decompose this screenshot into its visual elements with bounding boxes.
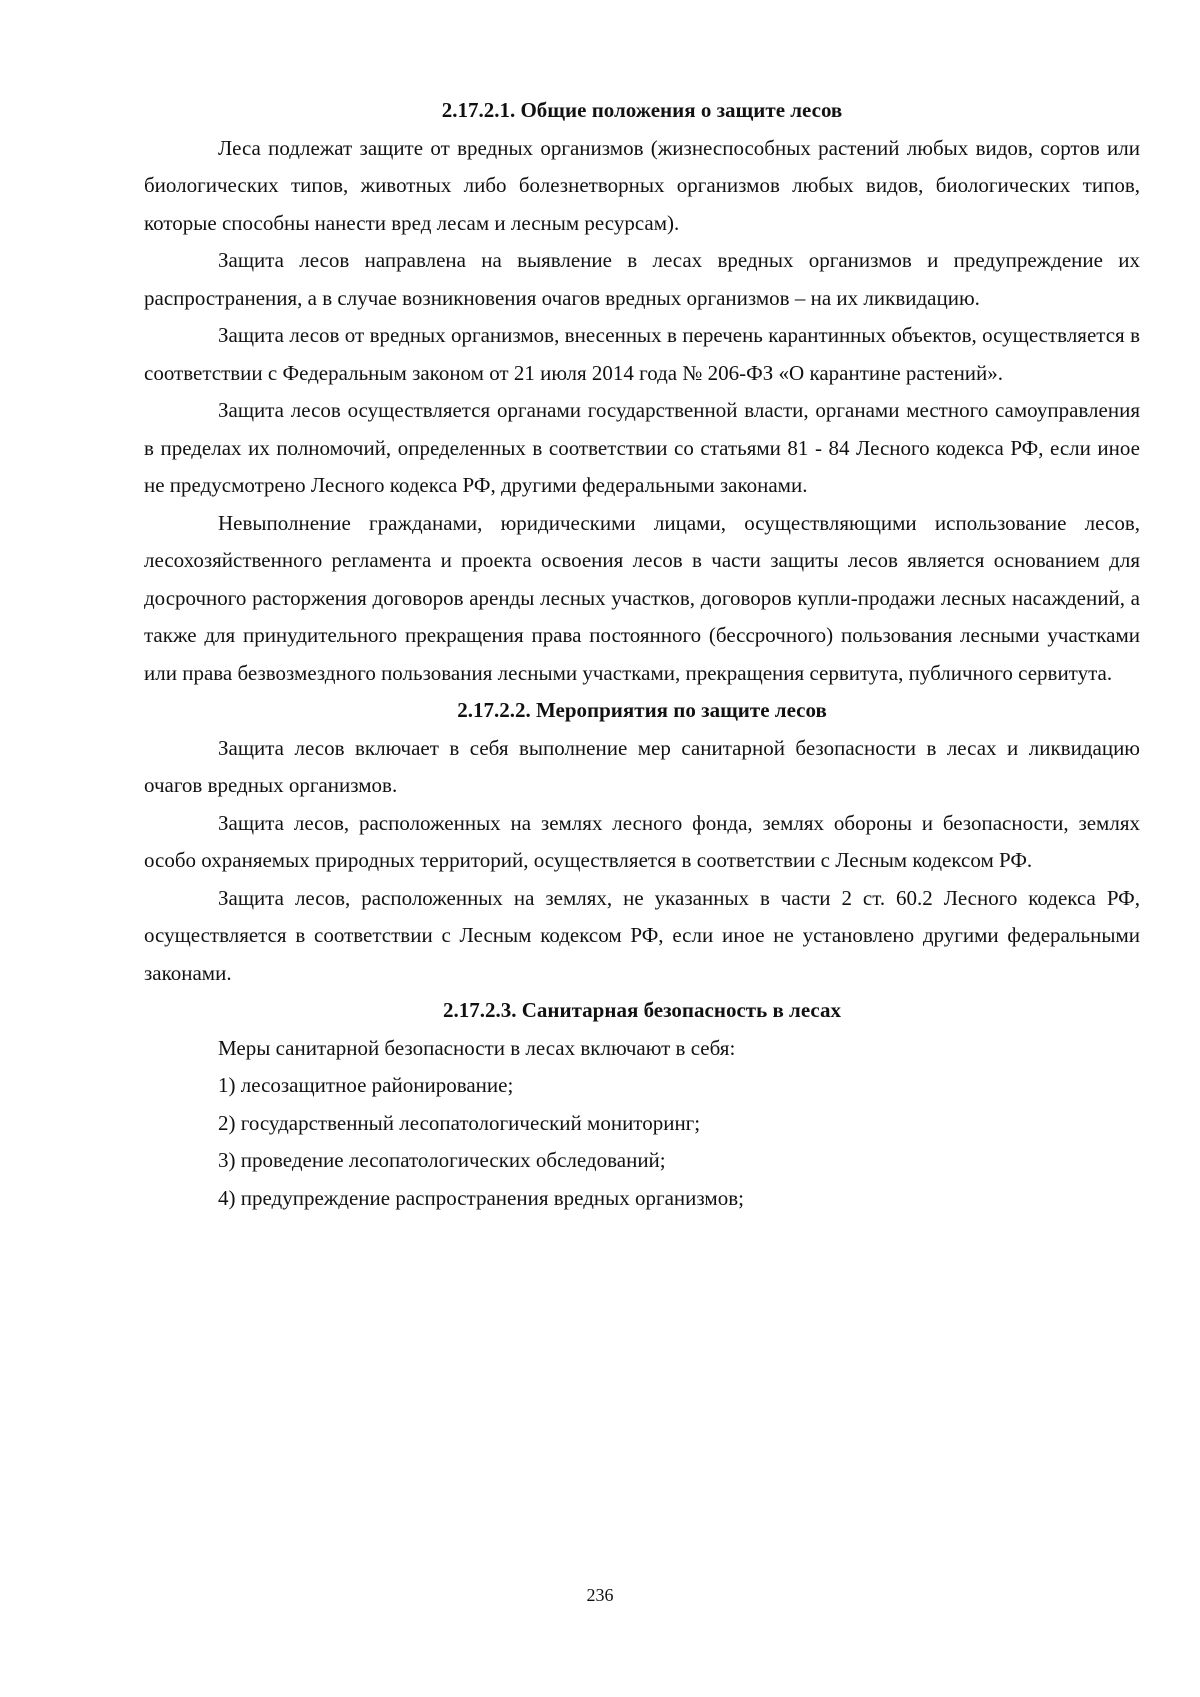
paragraph: Защита лесов осуществляется органами государственной власти, органами местного самоуправления в пределах их полномочий, определенных в соответствии со статьями 81 - 84 Лесного кодекса РФ, если иное не предусмотрено Лесного кодекса РФ, другими федеральными законами. xyxy=(144,398,1140,497)
paragraph: Защита лесов, расположенных на землях, не указанных в части 2 ст. 60.2 Лесного кодекса РФ, осуществляется в соответствии с Лесным кодексом РФ, если иное не установлено другими федеральными законами. xyxy=(144,885,1140,985)
document-page xyxy=(144,92,1140,1217)
paragraph: Меры санитарной безопасности в лесах включают в себя: xyxy=(218,1035,736,1060)
section-heading-sanitary-safety: 2.17.2.3. Санитарная безопасность в лесах xyxy=(443,998,841,1022)
paragraph: Защита лесов направлена на выявление в лесах вредных организмов и предупреждение их распространения, а в случае возникновения очагов вредных организмов – на их ликвидацию. xyxy=(144,248,1140,310)
list-item: 2) государственный лесопатологический мониторинг; xyxy=(218,1110,701,1135)
paragraph: Защита лесов включает в себя выполнение мер санитарной безопасности в лесах и ликвидацию очагов вредных организмов. xyxy=(144,735,1140,797)
list-item: 3) проведение лесопатологических обследований; xyxy=(218,1148,666,1172)
paragraph: Леса подлежат защите от вредных организмов (жизнеспособных растений любых видов, сортов или биологических типов, животных либо болезнетворных организмов любых видов, биологических типов, которые способны нанести вред лесам и лесным ресурсам). xyxy=(144,135,1140,235)
list-item: 1) лесозащитное районирование; xyxy=(218,1073,514,1097)
paragraph: Защита лесов, расположенных на землях лесного фонда, землях обороны и безопасности, землях особо охраняемых природных территорий, осуществляется в соответствии с Лесным кодексом РФ. xyxy=(144,810,1140,872)
page-number: 236 xyxy=(586,1585,614,1605)
list-item: 4) предупреждение распространения вредных организмов; xyxy=(218,1185,744,1210)
paragraph: Защита лесов от вредных организмов, внесенных в перечень карантинных объектов, осуществляется в соответствии с Федеральным законом от 21 июля 2014 года № 206-ФЗ «О карантине растений». xyxy=(144,323,1140,385)
section-heading-protection-measures: 2.17.2.2. Мероприятия по защите лесов xyxy=(457,698,827,722)
paragraph: Невыполнение гражданами, юридическими лицами, осуществляющими использование лесов, лесохозяйственного регламента и проекта освоения лесов в части защиты лесов является основанием для досрочного расторжения договоров аренды лесных участков, договоров купли-продажи лесных насаждений, а также для принудительного прекращения права постоянного (бессрочного) пользования лесными участками или права безвозмездного пользования лесными участками, прекращения сервитута, публичного сервитута. xyxy=(144,510,1140,685)
section-heading-general-provisions: 2.17.2.1. Общие положения о защите лесов xyxy=(441,98,843,122)
